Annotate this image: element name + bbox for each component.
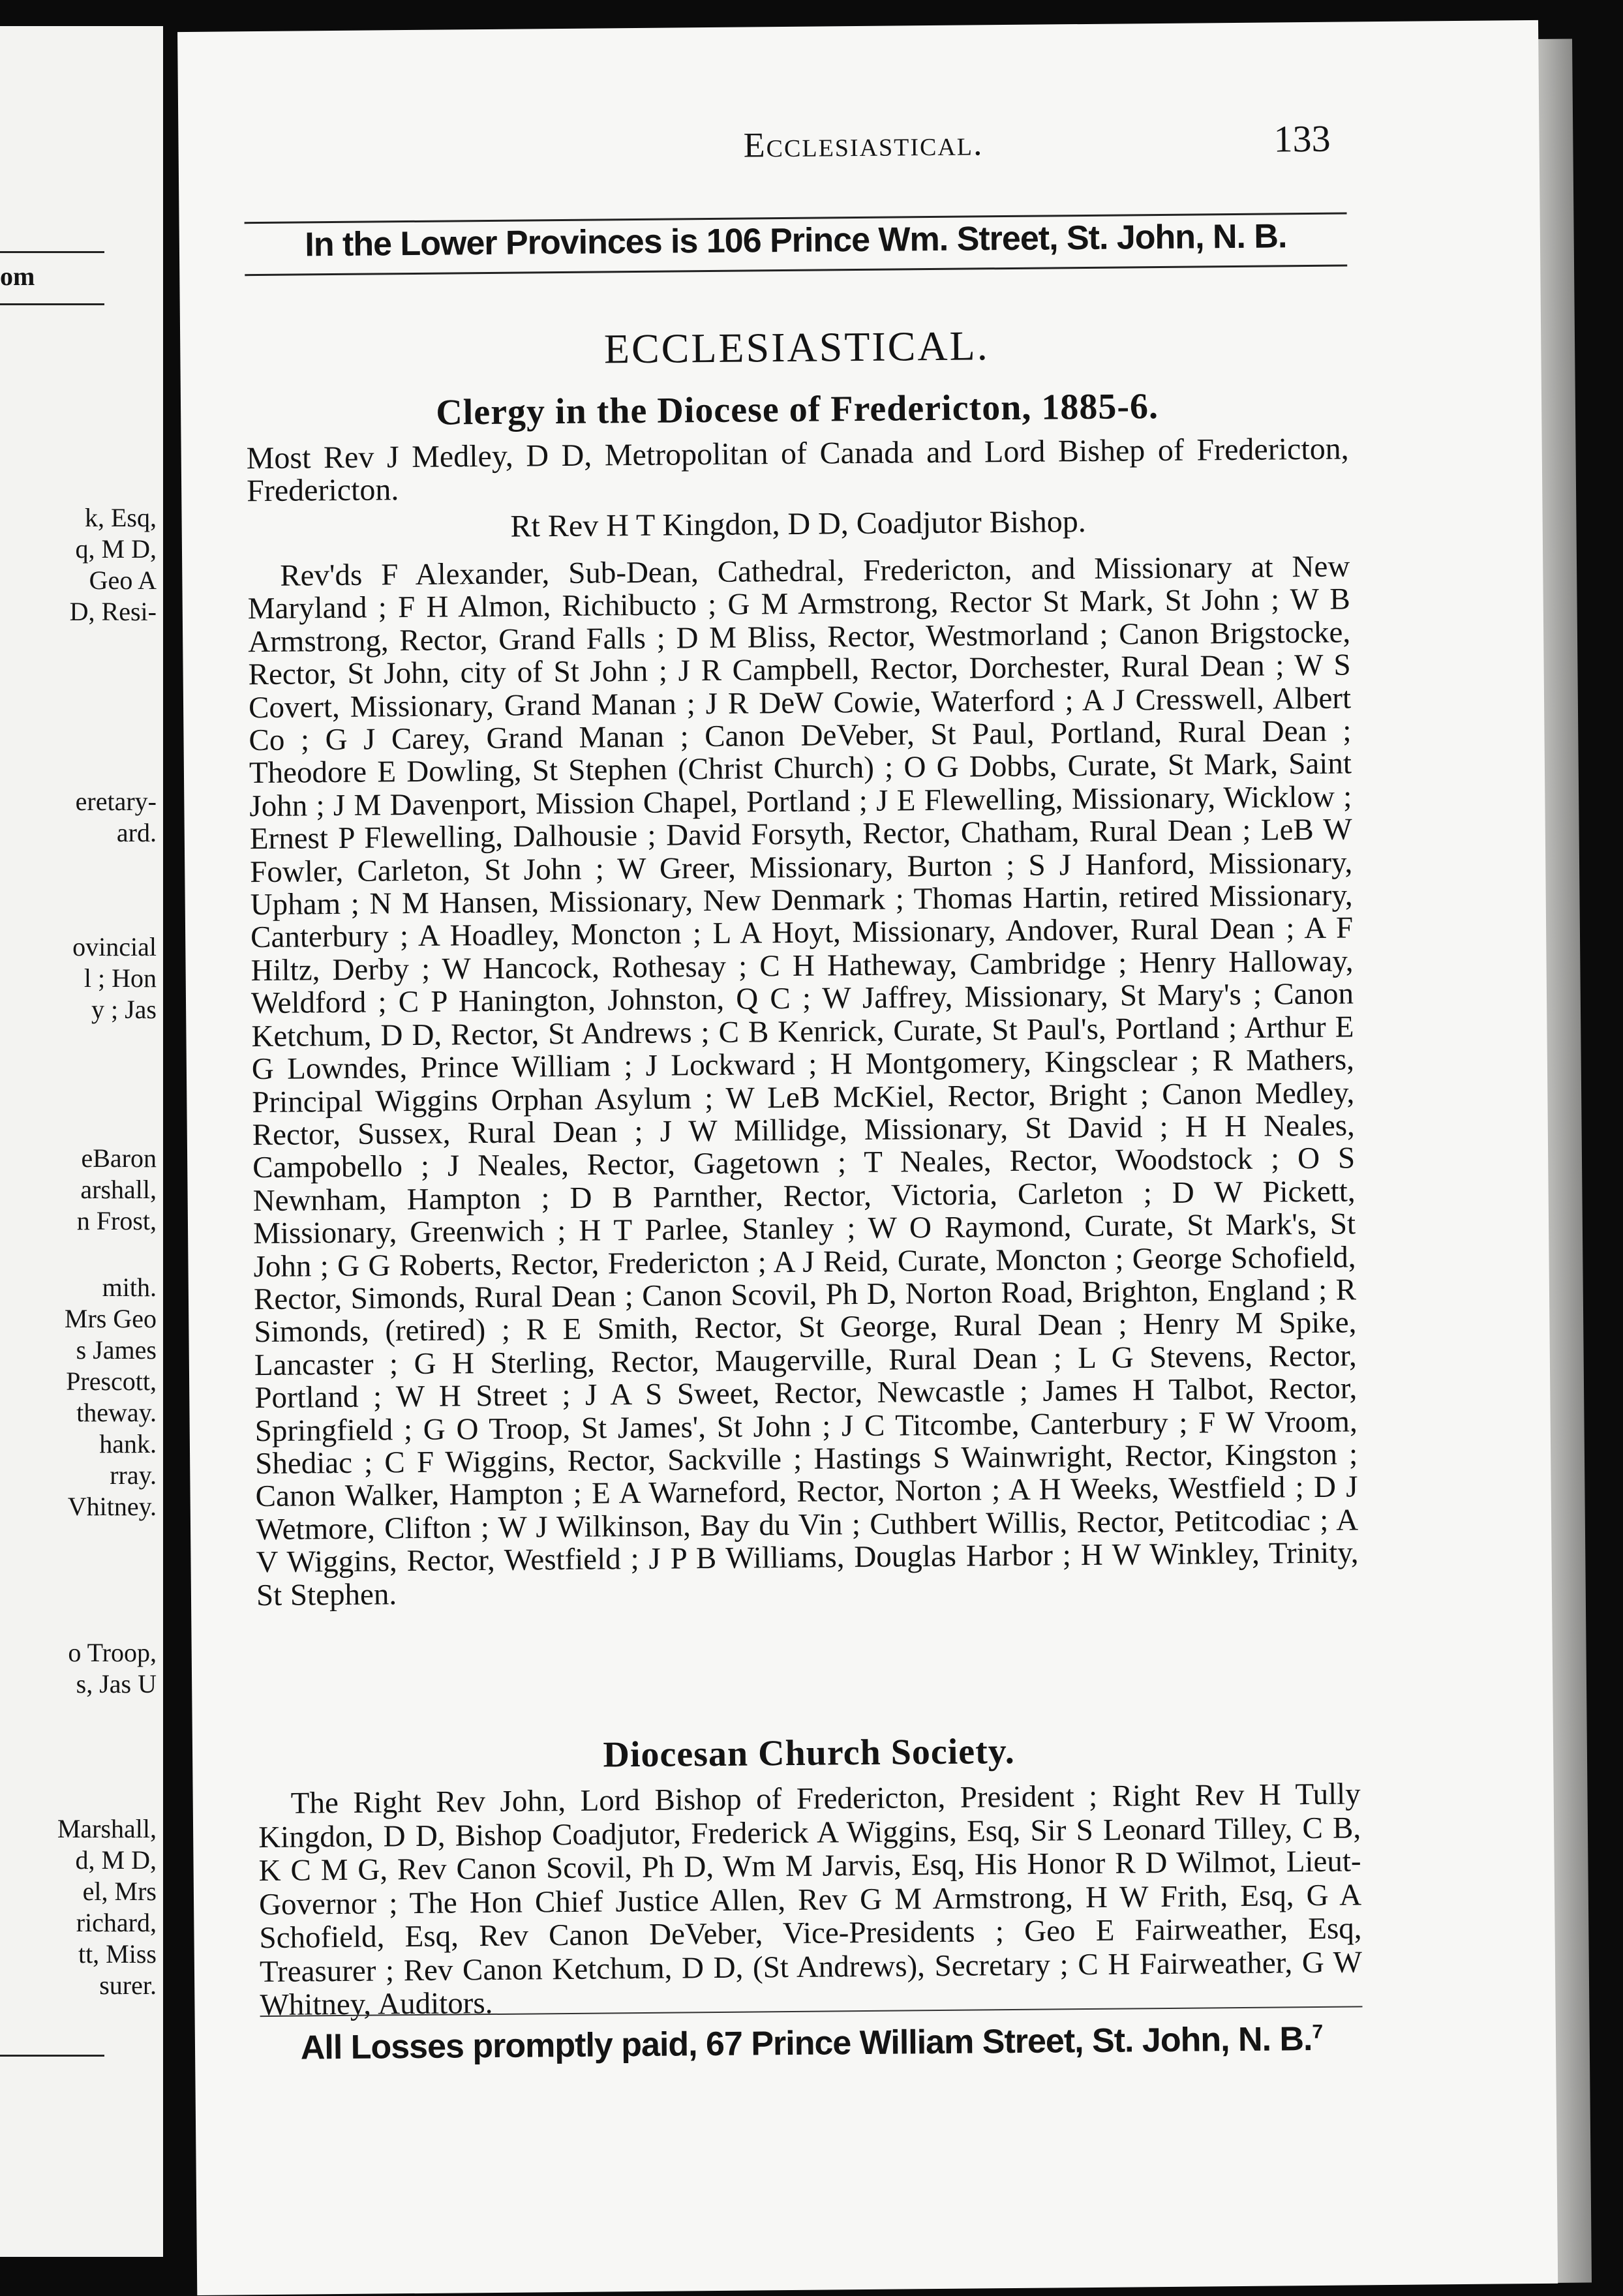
left-fragment: om (0, 262, 35, 291)
footnote-mark: 7 (1312, 2021, 1323, 2043)
left-top-rule (0, 251, 104, 253)
left-facing-page (0, 26, 163, 2257)
main-page (177, 20, 1558, 2295)
left-fragment: s James (76, 1335, 157, 1365)
society-heading: Diocesan Church Society. (603, 1731, 1015, 1775)
running-head: Ecclesiastical. (743, 123, 984, 165)
left-fragment: Mrs Geo (64, 1304, 157, 1333)
left-fragment: Marshall, (57, 1814, 157, 1843)
bottom-banner (260, 2019, 1363, 2068)
left-fragment: d, M D, (75, 1845, 157, 1875)
left-fragment: surer. (99, 1971, 157, 2000)
society-officers: The Right Rev John, Lord Bishop of Fredericton, President ; Right Rev H Tully Kingdon, D D, Bishop Coadjutor, Frederick A Wiggins, Esq, Sir S Leonard Tilley, C B, K C M G, Rev Canon Scovil, Ph D, Wm M Jarvis, Esq, His Honor R D Wilmot, Lieut-Governor ; The Hon Chief Justice Allen, Rev G M Armstrong, H W Frith, Esq, G A Schofield, Esq, Rev Canon DeVeber, Vice-Presidents ; Geo E Fairweather, Esq, Treasurer ; Rev Canon Ketchum, D D, (St Andrews), Secretary ; C H Fairweather, G W Whitney, Auditors. (258, 1777, 1363, 2023)
bottom-banner-text: All Losses promptly paid, 67 Prince William Street, St. John, N. B. (300, 2020, 1312, 2067)
clergy-list: Rev'ds F Alexander, Sub-Dean, Cathedral, Fredericton, and Missionary at New Maryland ; F H Almon, Richibucto ; G M Armstrong, Rector St Mark, St John ; W B Armstrong, Rector, Grand Falls ; D M Bliss, Rector, Westmorland ; Canon Brigstocke, Rector, St John, city of St John ; J R Campbell, Rector, Dorchester, Rural Dean ; W S Covert, Missionary, Grand Manan ; J R DeW Cowie, Waterford ; A J Cresswell, Albert Co ; G J Carey, Grand Manan ; Canon DeVeber, St Paul, Portland, Rural Dean ; Theodore E Dowling, St Stephen (Christ Church) ; O G Dobbs, Curate, St Mark, Saint John ; J M Davenport, Mission Chapel, Portland ; J E Flewelling, Missionary, Wicklow ; Ernest P Flewelling, Dalhousie ; David Forsyth, Rector, Chatham, Rural Dean ; LeB W Fowler, Carleton, St John ; W Greer, Missionary, Burton ; S J Hanford, Missionary, Upham ; N M Hansen, Missionary, New Denmark ; Thomas Hartin, retired Missionary, Canterbury ; A Hoadley, Moncton ; L A Hoyt, Missionary, Andover, Rural Dean ; A F Hiltz, Derby ; W Hancock, Rothesay ; C H Hatheway, Cambridge ; Henry Halloway, Weldford ; C P Hanington, Johnston, Q C ; W Jaffrey, Missionary, St Mary's ; Canon Ketchum, D D, Rector, St Andrews ; C B Kenrick, Curate, St Paul's, Portland ; Arthur E G Lowndes, Prince William ; J Lockward ; H Montgomery, Kingsclear ; R Mathers, Principal Wiggins Orphan Asylum ; W LeB McKiel, Rector, Bright ; Canon Medley, Rector, Sussex, Rural Dean ; J W Millidge, Missionary, St David ; H H Neales, Campobello ; J Neales, Rector, Gagetown ; T Neales, Rector, Woodstock ; O S Newnham, Hampton ; D B Parnther, Rector, Victoria, Carleton ; D W Pickett, Missionary, Greenwich ; H T Parlee, Stanley ; W O Raymond, Curate, St Mark's, St John ; G G Roberts, Rector, Fredericton ; A J Reid, Curate, Moncton ; George Schofield, Rector, Simonds, Rural Dean ; Canon Scovil, Ph D, Norton Road, Brighton, England ; R Simonds, (retired) ; R E Smith, Rector, St George, Rural Dean ; Henry M Spike, Lancaster ; G H Sterling, Rector, Maugerville, Rural Dean ; L G Stevens, Rector, Portland ; W H Street ; J A S Sweet, Rector, Newcastle ; James H Talbot, Rector, Springfield ; G O Troop, St James', St John ; J C Titcombe, Canterbury ; F W Vroom, Shediac ; C F Wiggins, Rector, Sackville ; Hastings S Wainwright, Rector, Kingston ; Canon Walker, Hampton ; E A Warneford, Rector, Norton ; A H Weeks, Westfield ; D J Wetmore, Clifton ; W J Wilkinson, Bay du Vin ; Cuthbert Willis, Rector, Petitcodiac ; A V Wiggins, Rector, Westfield ; J P B Williams, Douglas Harbor ; H W Winkley, Trinity, St Stephen. (247, 549, 1359, 1612)
top-banner: In the Lower Provinces is 106 Prince Wm. Street, St. John, N. B. (305, 217, 1287, 264)
left-fragment: tt, Miss (78, 1939, 157, 1969)
left-fragment: y ; Jas (91, 995, 157, 1024)
left-fragment: Vhitney. (67, 1492, 157, 1521)
left-fragment: Prescott, (66, 1367, 157, 1396)
left-fragment: el, Mrs (82, 1877, 157, 1906)
left-fragment: ovincial (72, 932, 157, 961)
left-fragment: eBaron (81, 1143, 157, 1173)
left-fragment: k, Esq, (85, 503, 157, 532)
left-fragment: rray. (110, 1460, 157, 1490)
left-fragment: o Troop, (68, 1638, 157, 1667)
left-fragment: q, M D, (75, 534, 157, 564)
left-fragment: arshall, (80, 1175, 157, 1204)
left-fragment: ard. (116, 818, 157, 847)
left-bottom-rule (0, 2055, 104, 2057)
clergy-heading: Clergy in the Diocese of Fredericton, 1885-6. (436, 386, 1159, 433)
left-fragment: theway. (76, 1398, 157, 1427)
page-number: 133 (1273, 117, 1331, 160)
coadjutor-entry: Rt Rev H T Kingdon, D D, Coadjutor Bishop. (510, 504, 1086, 544)
left-fragment: D, Resi- (69, 597, 157, 626)
left-fragment: s, Jas U (76, 1669, 157, 1699)
section-title: ECCLESIASTICAL. (603, 322, 990, 372)
left-top-rule-2 (0, 303, 104, 305)
left-fragment: mith. (102, 1273, 157, 1302)
left-fragment: l ; Hon (83, 963, 157, 993)
left-fragment: hank. (99, 1429, 157, 1458)
left-fragment: richard, (76, 1908, 157, 1937)
left-fragment: n Frost, (76, 1206, 157, 1235)
left-fragment: eretary- (75, 787, 157, 816)
banner-bottom-rule (245, 264, 1347, 276)
left-fragment: Geo A (89, 566, 157, 595)
metropolitan-entry: Most Rev J Medley, D D, Metropolitan of Canada and Lord Bishep of Fredericton, Fredericton. (246, 431, 1349, 509)
